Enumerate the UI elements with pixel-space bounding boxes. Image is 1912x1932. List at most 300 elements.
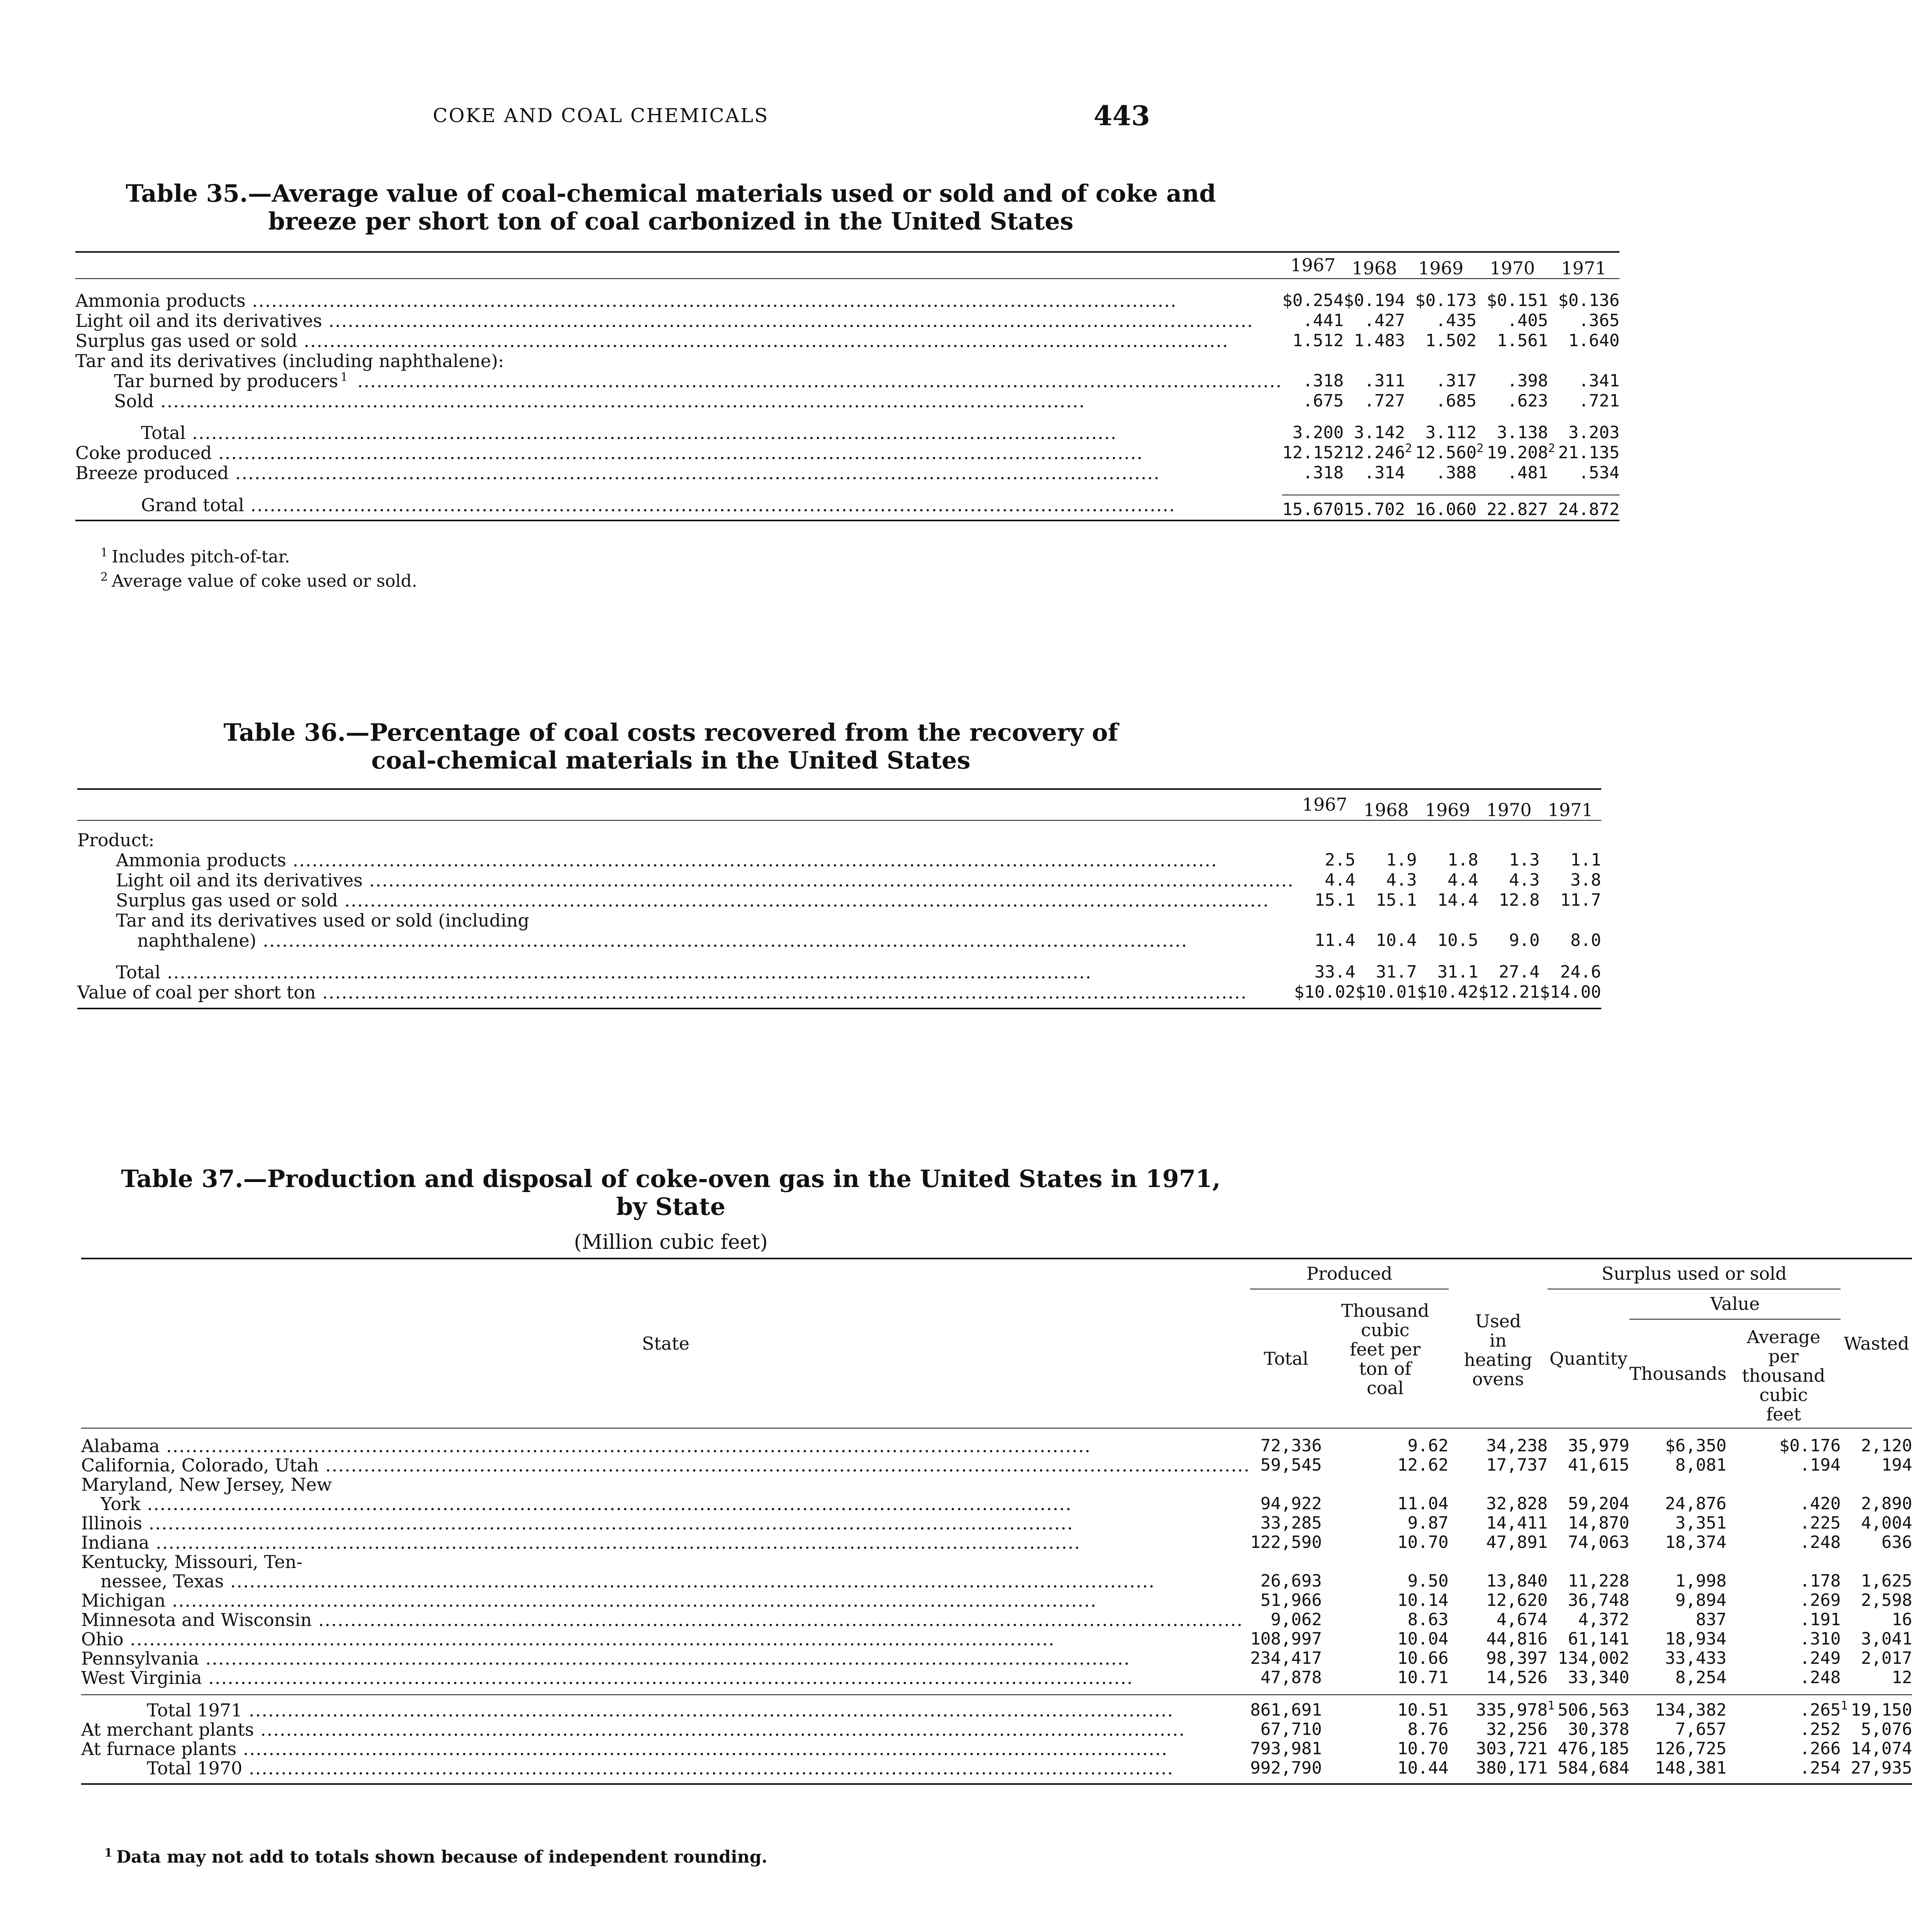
table37-title [77, 1165, 1264, 1221]
cell: 2,120 [1861, 1436, 1912, 1456]
cell: 8.76 [1407, 1719, 1449, 1739]
cell: .420 [1800, 1494, 1841, 1514]
cell: 11,228 [1568, 1571, 1630, 1591]
cell: 1.3 [1509, 850, 1540, 870]
cell: 861,691 [1250, 1700, 1322, 1720]
footnote [100, 543, 417, 567]
table-row [81, 1475, 1912, 1514]
cell: 194 [1881, 1455, 1912, 1475]
cell: 4.4 [1325, 870, 1356, 890]
table-row [81, 1739, 1912, 1759]
cell: 18,934 [1665, 1629, 1727, 1649]
cell: $0.136 [1558, 291, 1620, 310]
cell: 7,657 [1675, 1719, 1727, 1739]
cell: 12.246 [1344, 443, 1405, 463]
cell: 4,372 [1578, 1610, 1630, 1629]
cell: .311 [1364, 371, 1405, 391]
row-label: Sold ..... [114, 391, 1282, 411]
table37-title-line1: Table 37.—Production and disposal of coke-oven gas in the United States in 1971, [121, 1165, 1221, 1193]
cell: .254 [1800, 1758, 1841, 1778]
cell: 134,002 [1558, 1648, 1630, 1668]
cell: 22.827 [1477, 495, 1548, 520]
cell: 1.9 [1386, 850, 1417, 870]
cell: .318 [1303, 463, 1344, 483]
cell: 26,693 [1260, 1571, 1322, 1591]
cell: 148,381 [1655, 1758, 1727, 1778]
thousand-cubic-header: Thousand cubic feet per ton of coal [1322, 1289, 1449, 1428]
cell: 47,878 [1260, 1668, 1322, 1687]
cell: 234,417 [1250, 1648, 1322, 1668]
cell: 59,204 [1568, 1494, 1630, 1514]
row-label-line1: Kentucky, Missouri, Ten- [81, 1551, 303, 1572]
cell: .314 [1364, 463, 1405, 483]
row-label: At merchant plants ..... [81, 1720, 1250, 1739]
table-row [75, 371, 1619, 391]
cell: 32,256 [1486, 1719, 1548, 1739]
cell: .191 [1800, 1610, 1841, 1629]
cell: 1.640 [1568, 331, 1620, 350]
cell: 33,433 [1665, 1648, 1727, 1668]
cell: 24,876 [1665, 1494, 1727, 1514]
cell: .225 [1800, 1513, 1841, 1533]
cell: 12 [1892, 1668, 1912, 1687]
cell: 44,816 [1486, 1629, 1548, 1649]
row-label: Grand total ..... [141, 495, 1282, 515]
surplus-header: Surplus used or sold [1548, 1259, 1841, 1289]
cell: .252 [1800, 1719, 1841, 1739]
cell: 72,336 [1260, 1436, 1322, 1456]
cell: 8.0 [1570, 930, 1601, 950]
cell: 3.8 [1570, 870, 1601, 890]
cell: 14.4 [1437, 890, 1478, 910]
footnote-ref: 2 [1405, 442, 1412, 456]
row-label [114, 371, 1282, 391]
cell: 8.63 [1407, 1610, 1449, 1629]
cell: 1.483 [1354, 331, 1405, 350]
cell: 1.1 [1570, 850, 1601, 870]
table-row [77, 962, 1601, 982]
row-label: Value of coal per short ton ..... [77, 982, 1294, 1002]
cell: 9.87 [1407, 1513, 1449, 1533]
table36-header-row [77, 789, 1601, 820]
cell: 10.44 [1397, 1758, 1449, 1778]
cell: $0.176 [1779, 1436, 1841, 1456]
row-label: Light oil and its derivatives ..... [116, 870, 1294, 890]
cell: 10.51 [1397, 1700, 1449, 1720]
cell: 31.1 [1437, 962, 1478, 982]
cell: 1,998 [1675, 1571, 1727, 1591]
cell: .194 [1800, 1455, 1841, 1475]
table37-header-row1 [81, 1259, 1912, 1289]
total-header: Total [1250, 1289, 1322, 1428]
cell: 992,790 [1250, 1758, 1322, 1778]
table-row [81, 1610, 1912, 1629]
table-row [75, 351, 1619, 371]
table35-year-header: 1969 [1418, 258, 1464, 279]
cell: 94,922 [1260, 1494, 1322, 1514]
cell-value: 21.135 [1558, 443, 1620, 463]
footnote-mark: 1 [104, 1846, 112, 1860]
cell: 335,978 [1476, 1700, 1548, 1720]
cell: 108,997 [1250, 1629, 1322, 1649]
row-label: Coke produced ..... [75, 443, 1282, 463]
row-label: Indiana ..... [81, 1533, 1250, 1552]
used-in-heating-header: Used in heating ovens [1449, 1259, 1548, 1428]
cell: 11.4 [1314, 930, 1356, 950]
cell [1548, 1695, 1630, 1720]
cell: .310 [1800, 1629, 1841, 1649]
table35 [75, 251, 1619, 521]
table36-year-header: 1970 [1486, 799, 1532, 820]
table-row [81, 1533, 1912, 1552]
row-label: Alabama ..... [81, 1436, 1250, 1456]
cell: 126,725 [1655, 1739, 1727, 1759]
table35-title-line1: Table 35.—Average value of coal-chemical materials used or sold and of coke and [126, 179, 1216, 207]
cell: 14,074 [1851, 1739, 1912, 1759]
table-row [81, 1514, 1912, 1533]
cell [1405, 443, 1477, 463]
cell: 34,238 [1486, 1436, 1548, 1456]
cell: 11.7 [1560, 890, 1601, 910]
row-label: At furnace plants ..... [81, 1739, 1250, 1759]
table-row [75, 331, 1619, 351]
cell: 636 [1881, 1532, 1912, 1552]
row-label: Ammonia products ..... [116, 850, 1294, 870]
table-row [77, 830, 1601, 850]
cell: 2,890 [1861, 1494, 1912, 1514]
cell: 11.04 [1397, 1494, 1449, 1514]
cell: 33,340 [1568, 1668, 1630, 1687]
cell-value: 19.208 [1487, 443, 1548, 463]
table-row [81, 1720, 1912, 1739]
row-group-label: Product: [77, 830, 155, 850]
table-row [81, 1649, 1912, 1668]
table37-subtitle: (Million cubic feet) [574, 1231, 768, 1254]
cell: .365 [1579, 311, 1620, 330]
cell: .398 [1507, 371, 1548, 391]
cell: .317 [1436, 371, 1477, 391]
cell: 15.670 [1282, 495, 1344, 520]
cell: 24.872 [1548, 495, 1619, 520]
cell: 24.6 [1560, 962, 1601, 982]
cell: 3.142 [1354, 423, 1405, 442]
cell: 15.702 [1344, 495, 1405, 520]
page-number: 443 [1094, 100, 1150, 132]
cell: 10.4 [1376, 930, 1417, 950]
table-row [77, 850, 1601, 870]
cell: 27.4 [1499, 962, 1540, 982]
row-label: Surplus gas used or sold ..... [116, 890, 1294, 910]
cell: .675 [1303, 391, 1344, 411]
cell: 9,062 [1271, 1610, 1322, 1629]
cell: 8,081 [1675, 1455, 1727, 1475]
table-row [77, 982, 1601, 1009]
table-row [81, 1591, 1912, 1610]
cell: .481 [1507, 463, 1548, 483]
cell: $14.00 [1539, 982, 1601, 1002]
table-row [81, 1436, 1912, 1456]
table-row [77, 910, 1601, 951]
state-header: State [81, 1259, 1250, 1428]
cell: 2,017 [1861, 1648, 1912, 1668]
cell: 1.502 [1425, 331, 1477, 350]
cell: .405 [1507, 311, 1548, 330]
table36-year-header: 1968 [1363, 799, 1409, 820]
cell: 12.152 [1282, 443, 1344, 463]
row-label-line1: Maryland, New Jersey, New [81, 1474, 332, 1495]
cell: 3.200 [1292, 423, 1344, 442]
table35-year-header: 1971 [1561, 258, 1607, 279]
cell: 4,674 [1496, 1610, 1548, 1629]
table35-footnotes [100, 543, 417, 591]
running-head: COKE AND COAL CHEMICALS [433, 104, 769, 127]
cell: 8,254 [1675, 1668, 1727, 1687]
cell: .249 [1800, 1648, 1841, 1668]
cell: 41,615 [1568, 1455, 1630, 1475]
table-row [75, 463, 1619, 483]
cell: 837 [1696, 1610, 1727, 1629]
cell: 47,891 [1486, 1532, 1548, 1552]
footnote-ref: 1 [1548, 1699, 1555, 1713]
row-label: California, Colorado, Utah ..... [81, 1456, 1250, 1475]
cell: .248 [1800, 1668, 1841, 1687]
cell: $10.42 [1417, 982, 1478, 1002]
cell: 30,378 [1568, 1719, 1630, 1739]
cell: 18,374 [1665, 1532, 1727, 1552]
table36-year-header: 1969 [1425, 799, 1470, 820]
thousands-header: Thousands [1630, 1319, 1727, 1428]
footnote-ref: 2 [1477, 442, 1484, 456]
cell: 9.62 [1407, 1436, 1449, 1456]
cell: .265 [1800, 1700, 1841, 1720]
cell: 1.8 [1448, 850, 1478, 870]
table35-title-line2: breeze per short ton of coal carbonized in the United States [268, 207, 1073, 235]
cell: 3,351 [1675, 1513, 1727, 1533]
table-row [81, 1668, 1912, 1695]
footnote [104, 1843, 767, 1867]
cell: $12.21 [1478, 982, 1540, 1002]
cell: 15.1 [1376, 890, 1417, 910]
cell: 4.3 [1386, 870, 1417, 890]
cell: .534 [1579, 463, 1620, 483]
cell: 14,526 [1486, 1668, 1548, 1687]
table36-title-line2: coal-chemical materials in the United States [371, 746, 971, 774]
cell-value: 12.560 [1415, 443, 1477, 463]
cell: 584,684 [1558, 1758, 1630, 1778]
cell: 14,870 [1568, 1513, 1630, 1533]
footnote-mark: 1 [100, 546, 108, 560]
row-label: Ammonia products ..... [75, 291, 1282, 311]
cell: .685 [1436, 391, 1477, 411]
table37-title-line2: by State [616, 1192, 726, 1221]
cell: $0.173 [1415, 291, 1477, 310]
cell: 4.3 [1509, 870, 1540, 890]
row-label: Total 1970 ..... [147, 1759, 1250, 1778]
value-header: Value [1630, 1289, 1841, 1319]
cell: 17,737 [1486, 1455, 1548, 1475]
cell: 12.8 [1499, 890, 1540, 910]
cell: 15.1 [1314, 890, 1356, 910]
row-label-line2: York ..... [81, 1494, 1250, 1514]
table-row [77, 890, 1601, 910]
cell: 10.70 [1397, 1739, 1449, 1759]
cell-value: 506,563 [1558, 1700, 1630, 1720]
cell: $10.01 [1355, 982, 1417, 1002]
average-header: Average per thousand cubic feet [1727, 1319, 1841, 1428]
row-label: Ohio ..... [81, 1629, 1250, 1649]
row-label: Total ..... [116, 962, 1294, 982]
cell: 380,171 [1476, 1758, 1548, 1778]
cell: .269 [1800, 1590, 1841, 1610]
cell: 61,141 [1568, 1629, 1630, 1649]
quantity-header: Quantity [1548, 1289, 1630, 1428]
cell: 1.561 [1497, 331, 1548, 350]
row-label-text: Tar burned by producers [114, 371, 338, 391]
table-row [75, 311, 1619, 331]
cell: 33.4 [1314, 962, 1356, 982]
table-row [77, 870, 1601, 890]
footnote-ref: 1 [340, 370, 348, 384]
table35-year-header: 1968 [1352, 258, 1397, 279]
cell: $10.02 [1294, 982, 1356, 1002]
row-label: Surplus gas used or sold ..... [75, 331, 1282, 351]
cell: 4.4 [1448, 870, 1478, 890]
cell: 10.71 [1397, 1668, 1449, 1687]
footnote-ref: 1 [1841, 1699, 1848, 1713]
cell: .623 [1507, 391, 1548, 411]
cell: 9,894 [1675, 1590, 1727, 1610]
cell: 10.5 [1437, 930, 1478, 950]
cell: .178 [1800, 1571, 1841, 1591]
cell: 1.512 [1292, 331, 1344, 350]
cell: 67,710 [1260, 1719, 1322, 1739]
cell: 122,590 [1250, 1532, 1322, 1552]
table-row [81, 1552, 1912, 1591]
cell: .266 [1800, 1739, 1841, 1759]
cell: 51,966 [1260, 1590, 1322, 1610]
row-label: Illinois ..... [81, 1514, 1250, 1533]
cell: 27,935 [1851, 1758, 1912, 1778]
cell [1841, 1695, 1912, 1720]
table35-header-row [75, 252, 1619, 279]
cell: 12.62 [1397, 1455, 1449, 1475]
table-row [75, 495, 1619, 520]
cell: 59,545 [1260, 1455, 1322, 1475]
cell: 12,620 [1486, 1590, 1548, 1610]
table35-title [77, 180, 1264, 235]
table-row [75, 423, 1619, 443]
cell: .435 [1436, 311, 1477, 330]
cell: 36,748 [1568, 1590, 1630, 1610]
cell: 31.7 [1376, 962, 1417, 982]
cell: .441 [1303, 311, 1344, 330]
cell: 793,981 [1250, 1739, 1322, 1759]
row-label: Total ..... [141, 423, 1282, 443]
table-row [75, 391, 1619, 411]
table-row [81, 1456, 1912, 1475]
row-label: West Virginia ..... [81, 1668, 1250, 1687]
cell: 5,076 [1861, 1719, 1912, 1739]
cell: 4,004 [1861, 1513, 1912, 1533]
cell: 10.14 [1397, 1590, 1449, 1610]
cell: .248 [1800, 1532, 1841, 1552]
row-label: Minnesota and Wisconsin ..... [81, 1610, 1250, 1629]
table-row [81, 1759, 1912, 1784]
table36 [77, 788, 1601, 1009]
table-row [81, 1629, 1912, 1649]
cell: 10.04 [1397, 1629, 1449, 1649]
cell: 14,411 [1486, 1513, 1548, 1533]
cell: 3.203 [1568, 423, 1620, 442]
produced-header: Produced [1250, 1259, 1448, 1289]
row-label: Breeze produced ..... [75, 463, 1282, 483]
cell: 3.138 [1497, 423, 1548, 442]
footnote-text: Average value of coke used or sold. [112, 571, 417, 591]
wasted-header: Wasted [1841, 1259, 1912, 1428]
table36-title [77, 719, 1264, 774]
cell [1548, 443, 1619, 463]
cell: 3.112 [1425, 423, 1477, 442]
cell: 13,840 [1486, 1571, 1548, 1591]
cell: 74,063 [1568, 1532, 1630, 1552]
table37-footnotes [104, 1843, 767, 1867]
footnote-ref: 2 [1548, 442, 1555, 456]
row-label: Pennsylvania ..... [81, 1649, 1250, 1668]
cell [1477, 443, 1548, 463]
footnote-text: Data may not add to totals shown because of independent rounding. [116, 1847, 767, 1867]
cell: .388 [1436, 463, 1477, 483]
cell: 33,285 [1260, 1513, 1322, 1533]
row-label-line1: Tar and its derivatives used or sold (including [116, 910, 529, 931]
footnote [100, 567, 417, 592]
cell: 3,041 [1861, 1629, 1912, 1649]
cell: 2,598 [1861, 1590, 1912, 1610]
row-label-line2: nessee, Texas ..... [81, 1571, 1250, 1591]
cell: 134,382 [1655, 1700, 1727, 1720]
cell-value: 19,150 [1851, 1700, 1912, 1720]
cell: .318 [1303, 371, 1344, 391]
cell: 98,397 [1486, 1648, 1548, 1668]
table36-year-header: 1967 [1302, 794, 1347, 815]
table-row [75, 443, 1619, 463]
cell: $0.151 [1487, 291, 1548, 310]
cell: .341 [1579, 371, 1620, 391]
cell: 2.5 [1325, 850, 1356, 870]
cell: 9.50 [1407, 1571, 1449, 1591]
cell: .727 [1364, 391, 1405, 411]
table35-year-header: 1970 [1490, 258, 1535, 279]
cell: .721 [1579, 391, 1620, 411]
cell: 303,721 [1476, 1739, 1548, 1759]
row-label: Total 1971 ..... [147, 1701, 1250, 1720]
cell: 10.66 [1397, 1648, 1449, 1668]
table35-year-header: 1967 [1290, 255, 1336, 276]
cell: 35,979 [1568, 1436, 1630, 1456]
cell: $0.254 [1282, 291, 1344, 310]
table-row [75, 291, 1619, 311]
table-row [81, 1695, 1912, 1720]
cell: 16 [1892, 1610, 1912, 1629]
cell: $6,350 [1665, 1436, 1727, 1456]
table36-title-line1: Table 36.—Percentage of coal costs recovered from the recovery of [223, 718, 1118, 747]
cell: 10.70 [1397, 1532, 1449, 1552]
table36-year-header: 1971 [1548, 799, 1593, 820]
cell: 16.060 [1405, 495, 1477, 520]
row-label-line2: naphthalene) ..... [116, 930, 1294, 951]
cell: 1,625 [1861, 1571, 1912, 1591]
cell: 476,185 [1558, 1739, 1630, 1759]
cell: 32,828 [1486, 1494, 1548, 1514]
